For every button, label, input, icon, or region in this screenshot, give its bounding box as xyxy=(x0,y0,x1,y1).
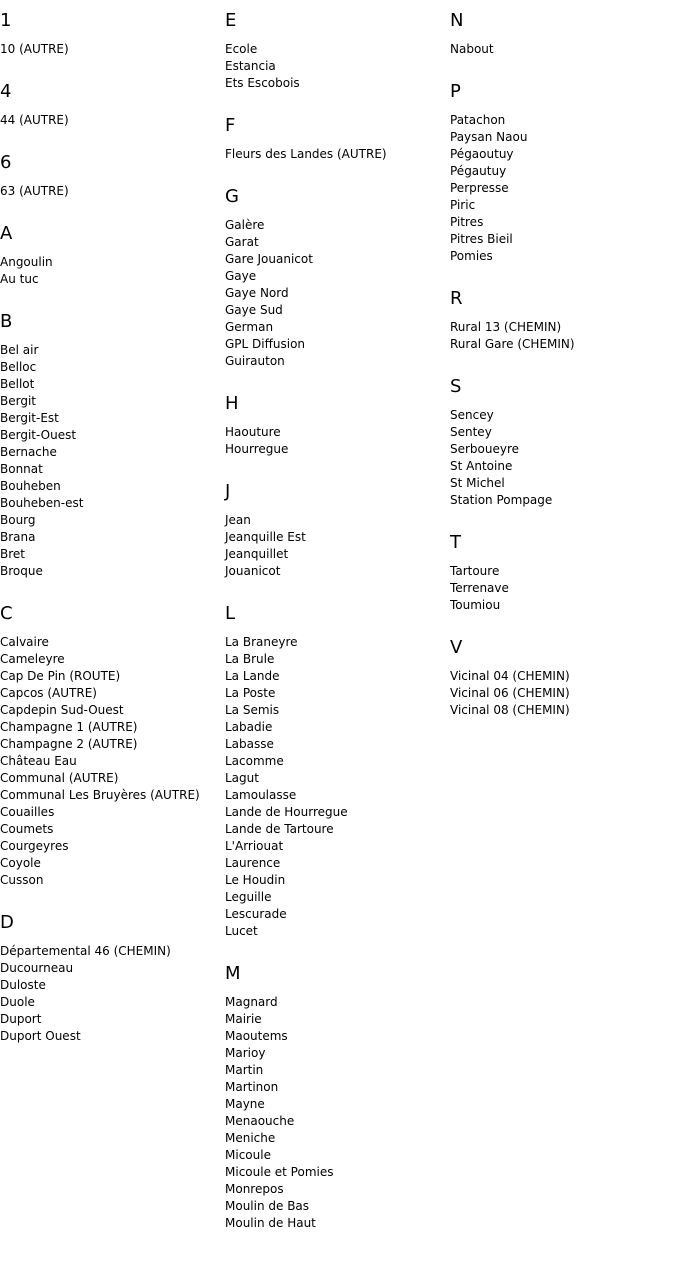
street-link[interactable]: Champagne 2 (AUTRE) xyxy=(0,737,138,751)
letter-group-c xyxy=(0,603,222,889)
street-link[interactable]: Serboueyre xyxy=(450,442,520,456)
street-link[interactable]: Sencey xyxy=(450,408,494,422)
street-link[interactable]: Duport Ouest xyxy=(0,1029,81,1043)
letter-heading: R xyxy=(450,288,463,309)
street-link[interactable]: Bonnat xyxy=(0,462,43,476)
street-link[interactable]: Ducourneau xyxy=(0,961,74,975)
street-link[interactable]: Magnard xyxy=(225,995,278,1009)
letter-group-e xyxy=(225,10,447,92)
street-link[interactable]: Duloste xyxy=(0,978,46,992)
letter-heading: T xyxy=(450,532,461,553)
letter-heading: 4 xyxy=(0,81,12,102)
street-link[interactable]: Moulin de Bas xyxy=(225,1199,310,1213)
street-link[interactable]: Estancia xyxy=(225,59,276,73)
letter-group-f xyxy=(225,115,447,163)
street-link[interactable]: Perpresse xyxy=(450,181,509,195)
street-list xyxy=(225,217,447,370)
street-link[interactable]: Calvaire xyxy=(0,635,49,649)
street-link[interactable]: Bernache xyxy=(0,445,57,459)
letter-heading: 6 xyxy=(0,152,12,173)
street-link[interactable]: Moulin de Haut xyxy=(225,1216,316,1230)
street-link[interactable]: La Brule xyxy=(225,652,275,666)
street-link[interactable]: Laurence xyxy=(225,856,281,870)
street-link[interactable]: Micoule xyxy=(225,1148,271,1162)
street-link[interactable]: Broque xyxy=(0,564,43,578)
street-link[interactable]: Micoule et Pomies xyxy=(225,1165,334,1179)
street-link[interactable]: La Semis xyxy=(225,703,280,717)
street-list xyxy=(450,319,672,353)
street-link[interactable]: Gare Jouanicot xyxy=(225,252,313,266)
street-list xyxy=(450,407,672,509)
letter-heading: G xyxy=(225,186,239,207)
street-link[interactable]: Leguille xyxy=(225,890,272,904)
letter-group-r xyxy=(450,288,672,353)
street-link[interactable]: Couailles xyxy=(0,805,55,819)
street-link[interactable]: Cusson xyxy=(0,873,44,887)
street-link[interactable]: Coumets xyxy=(0,822,54,836)
street-link[interactable]: Capcos (AUTRE) xyxy=(0,686,97,700)
street-link[interactable]: Courgeyres xyxy=(0,839,69,853)
street-link[interactable]: Belloc xyxy=(0,360,37,374)
letter-heading: S xyxy=(450,376,462,397)
street-link[interactable]: Coyole xyxy=(0,856,41,870)
letter-group-4 xyxy=(0,81,222,129)
street-link[interactable]: Départemental 46 (CHEMIN) xyxy=(0,944,171,958)
street-list xyxy=(450,41,672,58)
street-link[interactable]: Mairie xyxy=(225,1012,262,1026)
street-link[interactable]: Piric xyxy=(450,198,476,212)
street-link[interactable]: German xyxy=(225,320,274,334)
street-list xyxy=(0,943,222,1045)
street-list xyxy=(225,634,447,940)
letter-heading: B xyxy=(0,311,13,332)
street-link[interactable]: Pomies xyxy=(450,249,493,263)
street-link[interactable]: Gaye xyxy=(225,269,257,283)
street-link[interactable]: Garat xyxy=(225,235,259,249)
street-link[interactable]: Martin xyxy=(225,1063,264,1077)
street-list xyxy=(225,146,447,163)
letter-heading: A xyxy=(0,223,13,244)
letter-heading: C xyxy=(0,603,13,624)
street-link[interactable]: Labasse xyxy=(225,737,274,751)
street-link[interactable]: Haouture xyxy=(225,425,281,439)
letter-heading: L xyxy=(225,603,236,624)
street-link[interactable]: Jeanquillet xyxy=(225,547,289,561)
street-link[interactable]: Jeanquille Est xyxy=(225,530,306,544)
street-link[interactable]: Jean xyxy=(225,513,251,527)
street-link[interactable]: St Antoine xyxy=(450,459,513,473)
letter-heading: M xyxy=(225,963,241,984)
street-link[interactable]: Bouheben-est xyxy=(0,496,84,510)
street-list xyxy=(0,342,222,580)
street-link[interactable]: Vicinal 04 (CHEMIN) xyxy=(450,669,570,683)
street-list xyxy=(0,41,222,58)
street-list xyxy=(0,112,222,129)
street-link[interactable]: Hourregue xyxy=(225,442,289,456)
street-link[interactable]: Bouheben xyxy=(0,479,61,493)
street-link[interactable]: Martinon xyxy=(225,1080,279,1094)
letter-heading: E xyxy=(225,10,237,31)
street-link[interactable]: Vicinal 08 (CHEMIN) xyxy=(450,703,570,717)
letter-heading: V xyxy=(450,637,463,658)
letter-group-m xyxy=(225,963,447,1232)
street-link[interactable]: Duole xyxy=(0,995,35,1009)
street-link[interactable]: Lande de Hourregue xyxy=(225,805,348,819)
street-link[interactable]: Ecole xyxy=(225,42,258,56)
street-link[interactable]: 63 (AUTRE) xyxy=(0,184,69,198)
street-link[interactable]: Fleurs des Landes (AUTRE) xyxy=(225,147,387,161)
street-link[interactable]: Lande de Tartoure xyxy=(225,822,334,836)
letter-heading: 1 xyxy=(0,10,12,31)
index-column-3 xyxy=(450,10,672,742)
street-link[interactable]: Angoulin xyxy=(0,255,53,269)
street-list xyxy=(225,994,447,1232)
letter-group-6 xyxy=(0,152,222,200)
street-link[interactable]: 44 (AUTRE) xyxy=(0,113,69,127)
street-link[interactable]: Au tuc xyxy=(0,272,39,286)
street-list xyxy=(225,424,447,458)
street-link[interactable]: Communal (AUTRE) xyxy=(0,771,119,785)
street-link[interactable]: Maoutems xyxy=(225,1029,288,1043)
street-link[interactable]: Bergit xyxy=(0,394,36,408)
street-list xyxy=(225,41,447,92)
street-link[interactable]: Pégautuy xyxy=(450,164,507,178)
letter-heading: J xyxy=(225,481,231,502)
letter-group-l xyxy=(225,603,447,940)
street-link[interactable]: Monrepos xyxy=(225,1182,284,1196)
letter-group-1 xyxy=(0,10,222,58)
street-link[interactable]: Bourg xyxy=(0,513,36,527)
street-link[interactable]: Bret xyxy=(0,547,25,561)
letter-heading: D xyxy=(0,912,14,933)
street-link[interactable]: Nabout xyxy=(450,42,494,56)
street-link[interactable]: Bergit-Est xyxy=(0,411,59,425)
letter-group-b xyxy=(0,311,222,580)
street-link[interactable]: Mayne xyxy=(225,1097,265,1111)
street-link[interactable]: Lamoulasse xyxy=(225,788,297,802)
street-link[interactable]: Sentey xyxy=(450,425,492,439)
street-link[interactable]: Communal Les Bruyères (AUTRE) xyxy=(0,788,200,802)
street-list xyxy=(0,254,222,288)
street-list xyxy=(225,512,447,580)
street-link[interactable]: Galère xyxy=(225,218,265,232)
street-link[interactable]: La Lande xyxy=(225,669,280,683)
street-link[interactable]: Gaye Sud xyxy=(225,303,283,317)
street-list xyxy=(450,668,672,719)
street-list xyxy=(450,563,672,614)
street-link[interactable]: Rural Gare (CHEMIN) xyxy=(450,337,575,351)
letter-heading: N xyxy=(450,10,464,31)
letter-group-h xyxy=(225,393,447,458)
street-link[interactable]: Lacomme xyxy=(225,754,284,768)
street-link[interactable]: Château Eau xyxy=(0,754,77,768)
street-list xyxy=(0,634,222,889)
street-link[interactable]: Ets Escobois xyxy=(225,76,300,90)
street-link[interactable]: Pitres Bieil xyxy=(450,232,513,246)
street-link[interactable]: La Poste xyxy=(225,686,276,700)
street-link[interactable]: Vicinal 06 (CHEMIN) xyxy=(450,686,570,700)
street-link[interactable]: Pégaoutuy xyxy=(450,147,514,161)
street-link[interactable]: Tartoure xyxy=(450,564,500,578)
street-link[interactable]: Duport xyxy=(0,1012,42,1026)
letter-heading: H xyxy=(225,393,239,414)
letter-group-t xyxy=(450,532,672,614)
street-link[interactable]: Pitres xyxy=(450,215,484,229)
street-link[interactable]: Rural 13 (CHEMIN) xyxy=(450,320,562,334)
street-link[interactable]: Station Pompage xyxy=(450,493,553,507)
letter-group-a xyxy=(0,223,222,288)
street-link[interactable]: Lagut xyxy=(225,771,259,785)
street-link[interactable]: Labadie xyxy=(225,720,273,734)
street-link[interactable]: Bergit-Ouest xyxy=(0,428,77,442)
street-link[interactable]: Meniche xyxy=(225,1131,276,1145)
street-link[interactable]: 10 (AUTRE) xyxy=(0,42,69,56)
street-link[interactable]: Toumiou xyxy=(450,598,501,612)
street-link[interactable]: GPL Diffusion xyxy=(225,337,306,351)
street-link[interactable]: Lucet xyxy=(225,924,258,938)
street-link[interactable]: St Michel xyxy=(450,476,505,490)
index-column-2 xyxy=(225,10,447,1255)
letter-group-s xyxy=(450,376,672,509)
street-link[interactable]: Terrenave xyxy=(450,581,509,595)
street-link[interactable]: Jouanicot xyxy=(225,564,281,578)
street-list xyxy=(0,183,222,200)
street-link[interactable]: Gaye Nord xyxy=(225,286,289,300)
street-link[interactable]: La Braneyre xyxy=(225,635,298,649)
letter-group-p xyxy=(450,81,672,265)
street-link[interactable]: Patachon xyxy=(450,113,506,127)
street-link[interactable]: Bel air xyxy=(0,343,39,357)
street-link[interactable]: Capdepin Sud-Ouest xyxy=(0,703,124,717)
letter-group-n xyxy=(450,10,672,58)
street-link[interactable]: Guirauton xyxy=(225,354,285,368)
letter-heading: P xyxy=(450,81,461,102)
street-link[interactable]: Cameleyre xyxy=(0,652,65,666)
letter-group-j xyxy=(225,481,447,580)
street-link[interactable]: Brana xyxy=(0,530,36,544)
letter-heading: F xyxy=(225,115,236,136)
street-link[interactable]: Bellot xyxy=(0,377,35,391)
street-link[interactable]: Le Houdin xyxy=(225,873,286,887)
index-column-1 xyxy=(0,10,222,1068)
street-link[interactable]: Cap De Pin (ROUTE) xyxy=(0,669,121,683)
letter-group-v xyxy=(450,637,672,719)
letter-group-g xyxy=(225,186,447,370)
street-link[interactable]: Lescurade xyxy=(225,907,287,921)
street-link[interactable]: Champagne 1 (AUTRE) xyxy=(0,720,138,734)
street-link[interactable]: Menaouche xyxy=(225,1114,295,1128)
street-link[interactable]: Marioy xyxy=(225,1046,266,1060)
street-link[interactable]: Paysan Naou xyxy=(450,130,528,144)
street-list xyxy=(450,112,672,265)
street-link[interactable]: L'Arriouat xyxy=(225,839,284,853)
letter-group-d xyxy=(0,912,222,1045)
